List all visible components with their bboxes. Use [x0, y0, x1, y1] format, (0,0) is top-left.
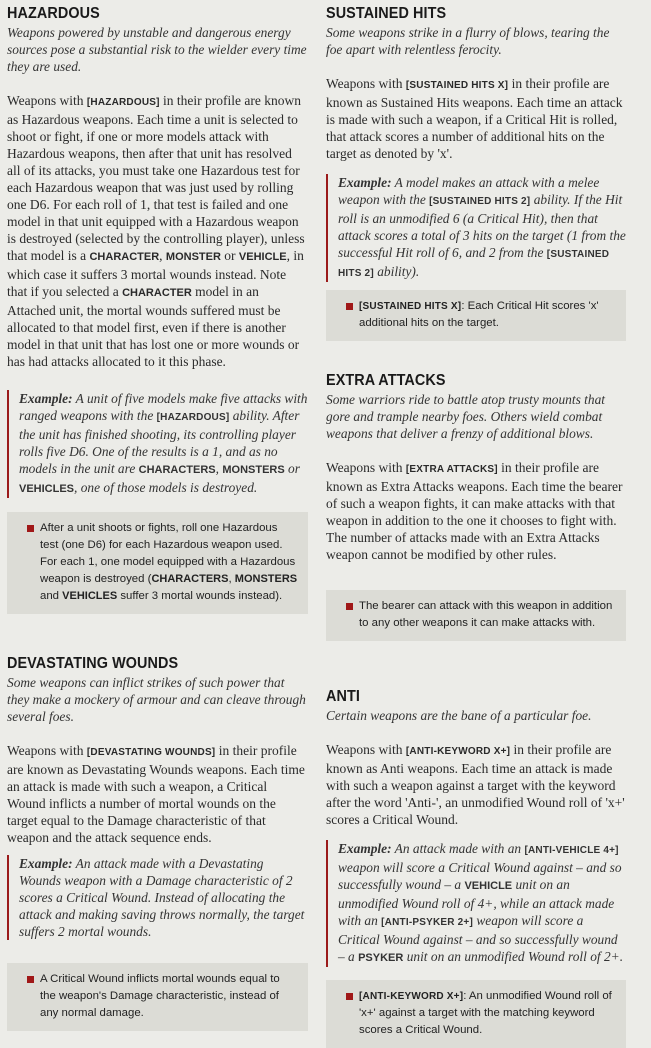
text: Weapons with [326, 742, 406, 757]
text: A Critical Wound inflicts mortal wounds equal to the weapon's Damage characteristic, instead of any normal damage. [40, 973, 280, 1019]
hazardous-heading: HAZARDOUS [7, 5, 100, 22]
keyword-caps: PSYKER [358, 952, 404, 964]
anti-heading: ANTI [326, 688, 360, 705]
text: : Each Critical Hit scores 'x' additional hits on the target. [359, 300, 599, 329]
hazardous-flavor: Weapons powered by unstable and dangerous energy sources pose a substantial risk to the wielder every time they are used. [7, 25, 307, 74]
sustained-heading: SUSTAINED HITS [326, 5, 447, 22]
keyword: [SUSTAINED HITS X] [405, 80, 509, 91]
keyword: [SUSTAINED HITS X] [359, 301, 462, 312]
sustained-summary [326, 290, 626, 341]
text: , [215, 461, 223, 476]
keyword-caps: CHARACTER [122, 287, 192, 299]
devastating-flavor: Some weapons can inflict strikes of such power that they make a mockery of armour and can cleave through several foes. [7, 675, 306, 724]
text: An attack made with an [391, 841, 525, 856]
devastating-summary [7, 963, 308, 1031]
hazardous-body [7, 92, 308, 370]
keyword-caps: CHARACTERS [138, 464, 216, 476]
keyword: [SUSTAINED HITS 2] [429, 196, 531, 207]
text: in their profile are known as Sustained Hits weapons. Each time an attack is made with such a weapon, if a Critical Hit is rolled, that attack scores a number of additional hits on the target as denoted by 'x'. [326, 76, 623, 161]
example-label: Example: [19, 391, 73, 406]
text: Weapons with [7, 743, 87, 758]
keyword: [ANTI-KEYWORD X+] [359, 991, 464, 1002]
keyword: [EXTRA ATTACKS] [405, 464, 498, 475]
hazardous-summary [7, 512, 308, 614]
text: Weapons with [7, 93, 87, 108]
text: Weapons with [326, 460, 406, 475]
text: unit on an unmodified Wound roll of 2+. [403, 949, 624, 964]
text: ability. After the unit has finished shooting, its controlling player rolls five D6. One of the results is a 1, and as no models in the unit are [19, 408, 300, 476]
bullet-square-icon [27, 976, 34, 983]
devastating-section [7, 655, 308, 846]
keyword: [SUSTAINED HITS 2] [338, 249, 610, 279]
keyword: [ANTI-KEYWORD X+] [405, 746, 511, 757]
bullet-square-icon [27, 525, 34, 532]
extra-flavor: Some warriors ride to battle atop trusty mounts that gore and trample nearby foes. Others wield combat weapons that deliver a frenzy of additional blows. [326, 392, 605, 441]
bullet-square-icon [346, 993, 353, 1000]
keyword-caps: CHARACTERS [151, 573, 229, 585]
text: ability). [373, 264, 420, 279]
anti-flavor: Certain weapons are the bane of a particular foe. [326, 708, 592, 723]
text: unit on an unmodified Wound roll of 4+, while an attack made with an [338, 877, 615, 928]
text: , [159, 248, 166, 263]
text: weapon will score a Critical Wound against – and so successfully wound – a [338, 913, 618, 964]
keyword-caps: VEHICLE [238, 251, 287, 263]
text: weapon will score a Critical Wound against – and so successfully wound – a [338, 860, 622, 892]
keyword: [HAZARDOUS] [86, 97, 160, 108]
text: , in which case it suffers 3 mortal wounds instead. Note that if you selected a [7, 248, 304, 299]
devastating-heading: DEVASTATING WOUNDS [7, 655, 179, 672]
keyword-caps: MONSTERS [222, 464, 285, 476]
text: or [220, 248, 239, 263]
extra-summary [326, 590, 626, 641]
text: in their profile are known as Anti weapons. Each time an attack is made with such a weapon against a target with the keyword after the word 'Anti-', an unmodified Wound roll of 'x+' scores a Critical Wound. [326, 742, 625, 827]
keyword-caps: MONSTER [165, 251, 221, 263]
anti-example [326, 840, 626, 967]
extra-section [326, 372, 626, 563]
keyword-caps: CHARACTER [89, 251, 160, 263]
bullet-square-icon [346, 603, 353, 610]
text: suffer 3 mortal wounds instead). [117, 590, 283, 602]
text: model in an Attached unit, the mortal wounds suffered must be allocated to that model first, even if there is another model in that unit that has lost one or more wounds or has had attacks allocated to it this phase. [7, 284, 300, 369]
text: ability. If the Hit roll is an unmodified 6 (a Critical Hit), then that attack scores a total of 3 hits on the target (1 from the successful Hit roll of 6, and 2 from the [338, 192, 626, 260]
hazardous-section [7, 5, 308, 370]
text: and [40, 590, 63, 602]
text: , [228, 573, 235, 585]
text: After a unit shoots or fights, roll one Hazardous test (one D6) for each Hazardous weapon used. For each 1, one model equipped with a Hazardous weapon is destroyed ( [40, 522, 296, 585]
text: in their profile are known as Extra Attacks weapons. Each time the bearer of such a weapon fights, it can make attacks with that weapon in addition to the one it chooses to fight with. The number of attacks made with an Extra Attacks weapon cannot be modified by other rules. [326, 460, 623, 562]
keyword: [ANTI-VEHICLE 4+] [524, 845, 619, 856]
anti-summary [326, 980, 626, 1048]
sustained-example [326, 174, 626, 282]
extra-body [326, 459, 626, 563]
text: A unit of five models make five attacks with ranged weapons with the [19, 391, 308, 423]
text: Weapons with [326, 76, 406, 91]
example-label: Example: [19, 856, 73, 871]
keyword-caps: VEHICLES [19, 483, 75, 495]
extra-heading: EXTRA ATTACKS [326, 372, 446, 389]
example-label: Example: [338, 841, 392, 856]
keyword-caps: MONSTERS [234, 573, 298, 585]
keyword-caps: VEHICLES [62, 590, 118, 602]
text: : An unmodified Wound roll of 'x+' against a target with the matching keyword scores a Critical Wound. [359, 990, 612, 1036]
text: in their profile are known as Hazardous weapons. Each time a unit is selected to shoot or fight, if one or more models attack with Hazardous weapons, then after that unit has resolved all of its attacks, you must take one Hazardous test for each Hazardous weapon that was just used by rolling one D6. For each roll of 1, that test is failed and one model in that unit equipped with a Hazardous weapon is destroyed (selected by the controlling player), unless that model is a [7, 93, 305, 263]
text: A model makes an attack with a melee weapon with the [338, 175, 600, 207]
text: or [284, 461, 300, 476]
text: An attack made with a Devastating Wounds weapon with a Damage characteristic of 2 scores a Critical Wound. Instead of allocating the attack and making saving throws normally, the target suffers 2 mortal wounds. [19, 856, 305, 939]
keyword: [ANTI-PSYKER 2+] [381, 917, 473, 928]
text: , one of those models is destroyed. [74, 480, 258, 495]
keyword: [DEVASTATING WOUNDS] [86, 747, 216, 758]
hazardous-example [7, 390, 308, 498]
sustained-body [326, 75, 626, 162]
keyword-caps: VEHICLE [464, 880, 513, 892]
anti-body [326, 741, 626, 828]
keyword: [HAZARDOUS] [156, 412, 230, 423]
sustained-section [326, 5, 626, 162]
devastating-body [7, 742, 308, 846]
bullet-square-icon [346, 303, 353, 310]
text: The bearer can attack with this weapon in addition to any other weapons it can make attacks with. [359, 600, 613, 629]
text: in their profile are known as Devastating Wounds weapons. Each time an attack is made with such a weapon, a Critical Wound inflicts a number of mortal wounds on the target equal to the Damage characteristic of that weapon and the attack sequence ends. [7, 743, 305, 845]
devastating-example [7, 855, 308, 940]
anti-section [326, 688, 626, 828]
example-label: Example: [338, 175, 392, 190]
sustained-flavor: Some weapons strike in a flurry of blows, tearing the foe apart with relentless ferocity. [326, 25, 610, 57]
